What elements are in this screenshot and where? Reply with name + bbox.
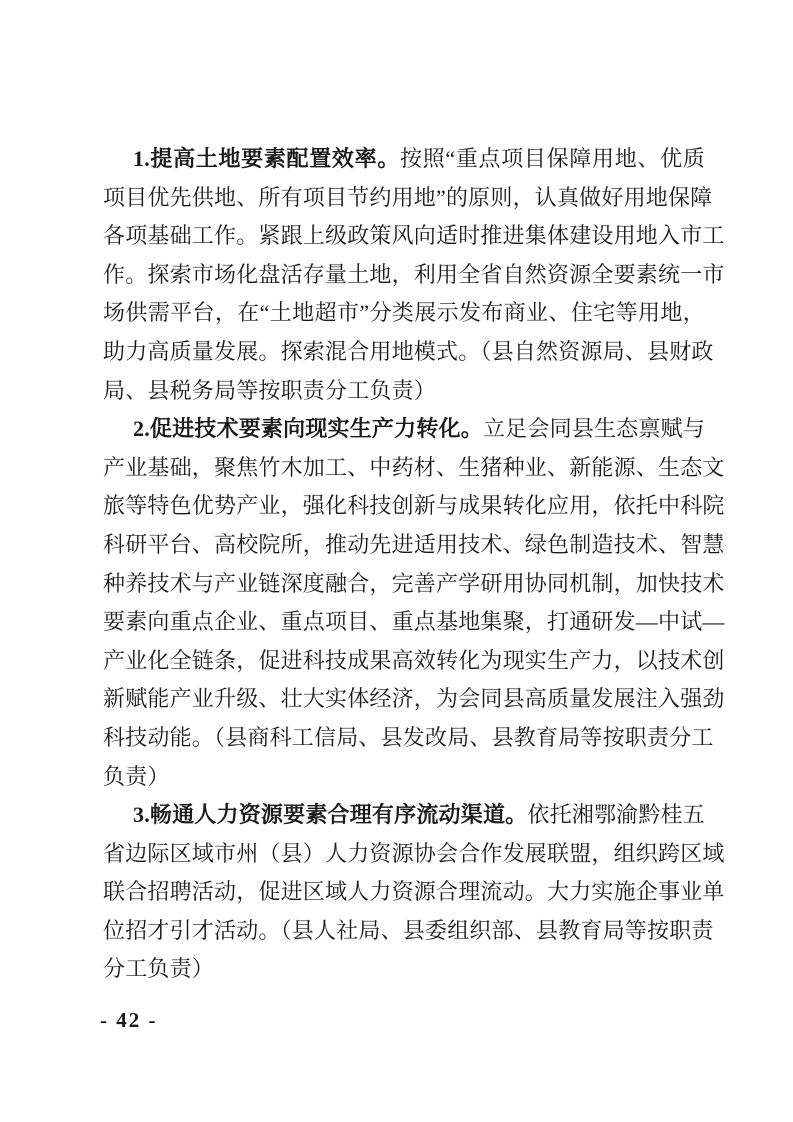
document-body [103, 140, 725, 989]
text-line: 省边际区域市州（县）人力资源协会合作发展联盟，组织跨区域 [103, 840, 725, 866]
paragraph-1-first-line [103, 140, 705, 179]
paragraph-2-heading: 2.促进技术要素向现实生产力转化。 [133, 416, 483, 442]
paragraph-3-first-line [103, 796, 705, 835]
text-line: 新赋能产业升级、壮大实体经济，为会同县高质量发展注入强劲 [103, 686, 725, 712]
text-line: 各项基础工作。紧跟上级政策风向适时推进集体建设用地入市工 [103, 223, 725, 249]
paragraph-2-first-line [103, 410, 705, 449]
paragraph-2-last-line: 负责） [103, 763, 170, 789]
text-line: 场供需平台，在“土地超市”分类展示发布商业、住宅等用地， [103, 300, 705, 326]
text-line: 要素向重点企业、重点项目、重点基地集聚，打通研发—中试— [103, 609, 725, 635]
paragraph-3-lead: 依托湘鄂渝黔桂五 [527, 802, 705, 828]
text-line: 种养技术与产业链深度融合，完善产学研用协同机制，加快技术 [103, 570, 725, 596]
text-line: 作。探索市场化盘活存量土地，利用全省自然资源全要素统一市 [103, 261, 725, 287]
text-line: 科研平台、高校院所，推动先进适用技术、绿色制造技术、智慧 [103, 531, 725, 557]
paragraph-1-last-line: 局、县税务局等按职责分工负责） [103, 377, 437, 403]
paragraph-1 [103, 140, 725, 410]
text-line: 产业基础，聚焦竹木加工、中药材、生猪种业、新能源、生态文 [103, 454, 725, 480]
paragraph-3 [103, 796, 725, 989]
text-line: 产业化全链条，促进科技成果高效转化为现实生产力，以技术创 [103, 647, 725, 673]
text-line: 联合招聘活动，促进区域人力资源合理流动。大力实施企事业单 [103, 879, 725, 905]
paragraph-1-lead: 按照“重点项目保障用地、优质 [400, 146, 705, 171]
text-line: 助力高质量发展。探索混合用地模式。（县自然资源局、县财政 [103, 338, 714, 364]
text-line: 位招才引才活动。（县人社局、县委组织部、县教育局等按职责 [103, 917, 714, 943]
paragraph-3-heading: 3.畅通人力资源要素合理有序流动渠道。 [133, 802, 528, 828]
page-number: - 42 - [100, 1008, 158, 1032]
paragraph-2 [103, 410, 725, 796]
text-line: 科技动能。（县商科工信局、县发改局、县教育局等按职责分工 [103, 724, 714, 750]
paragraph-3-last-line: 分工负责） [103, 956, 215, 982]
paragraph-2-lead: 立足会同县生态禀赋与 [482, 416, 705, 442]
text-line: 旅等特色优势产业，强化科技创新与成果转化应用，依托中科院 [103, 493, 725, 519]
text-line: 项目优先供地、所有项目节约用地”的原则，认真做好用地保障 [103, 184, 713, 210]
paragraph-1-heading: 1.提高土地要素配置效率。 [133, 146, 401, 171]
